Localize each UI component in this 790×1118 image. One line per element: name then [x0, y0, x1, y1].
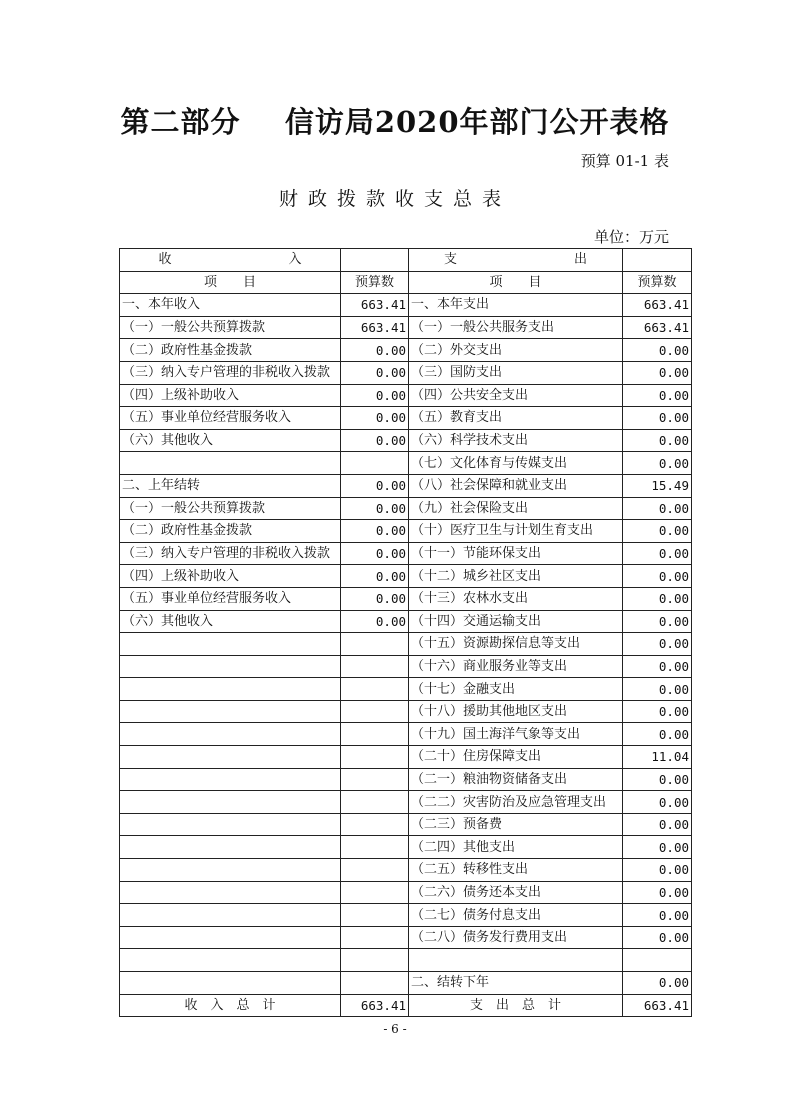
expense-item: （二三）预备费	[409, 813, 623, 836]
income-item: （三）纳入专户管理的非税收入拨款	[120, 361, 341, 384]
expense-value: 0.00	[623, 452, 692, 475]
table-row	[120, 294, 692, 317]
income-value: 0.00	[341, 520, 409, 543]
expense-value: 0.00	[623, 610, 692, 633]
table-row	[120, 384, 692, 407]
unit-label: 单位：万元	[593, 228, 669, 246]
table-row	[120, 655, 692, 678]
income-item	[120, 881, 341, 904]
table-row	[120, 520, 692, 543]
expense-value: 0.00	[623, 972, 692, 995]
income-value	[341, 881, 409, 904]
expense-value: 0.00	[623, 926, 692, 949]
expense-item	[409, 949, 623, 972]
income-value	[341, 633, 409, 656]
income-item: （五）事业单位经营服务收入	[120, 407, 341, 430]
expense-item: （二四）其他支出	[409, 836, 623, 859]
income-item	[120, 768, 341, 791]
income-value	[341, 452, 409, 475]
income-value	[341, 859, 409, 882]
income-item	[120, 452, 341, 475]
expense-value: 15.49	[623, 474, 692, 497]
income-item	[120, 926, 341, 949]
expense-item: 二、结转下年	[409, 972, 623, 995]
income-item: （二）政府性基金拨款	[120, 339, 341, 362]
expense-item: （二五）转移性支出	[409, 859, 623, 882]
income-value	[341, 949, 409, 972]
expense-item: （二二）灾害防治及应急管理支出	[409, 791, 623, 814]
income-item: （二）政府性基金拨款	[120, 520, 341, 543]
expense-value: 0.00	[623, 859, 692, 882]
income-item	[120, 813, 341, 836]
table-number: 预算 01-1 表	[580, 152, 669, 170]
expense-item: （九）社会保险支出	[409, 497, 623, 520]
income-item	[120, 904, 341, 927]
income-value: 0.00	[341, 610, 409, 633]
expense-item: （六）科学技术支出	[409, 429, 623, 452]
table-row	[120, 791, 692, 814]
income-value	[341, 836, 409, 859]
expense-value: 0.00	[623, 407, 692, 430]
expense-value: 0.00	[623, 361, 692, 384]
table-title: 财政拨款收支总表	[278, 188, 511, 210]
income-total-label: 收 入 总 计	[120, 994, 341, 1017]
income-value	[341, 723, 409, 746]
expense-value: 0.00	[623, 723, 692, 746]
expense-item: 一、本年支出	[409, 294, 623, 317]
expense-value: 11.04	[623, 746, 692, 769]
table-row	[120, 813, 692, 836]
income-value	[341, 655, 409, 678]
expense-value: 0.00	[623, 904, 692, 927]
expense-item: （三）国防支出	[409, 361, 623, 384]
expense-header: 支 出	[409, 249, 623, 272]
expense-item: （二十）住房保障支出	[409, 746, 623, 769]
income-item	[120, 746, 341, 769]
income-item: （四）上级补助收入	[120, 384, 341, 407]
table-row	[120, 904, 692, 927]
table-row	[120, 881, 692, 904]
income-item	[120, 791, 341, 814]
expense-value: 663.41	[623, 316, 692, 339]
expense-value: 663.41	[623, 294, 692, 317]
expense-value: 0.00	[623, 339, 692, 362]
table-row	[120, 587, 692, 610]
table-row	[120, 474, 692, 497]
expense-value: 0.00	[623, 836, 692, 859]
income-value	[341, 700, 409, 723]
income-value: 0.00	[341, 429, 409, 452]
income-value: 0.00	[341, 474, 409, 497]
expense-item: （十三）农林水支出	[409, 587, 623, 610]
income-item: （一）一般公共预算拨款	[120, 316, 341, 339]
income-value: 663.41	[341, 316, 409, 339]
table-row	[120, 407, 692, 430]
expense-item: （二七）债务付息支出	[409, 904, 623, 927]
income-item: （四）上级补助收入	[120, 565, 341, 588]
expense-total-label: 支 出 总 计	[409, 994, 623, 1017]
table-row	[120, 452, 692, 475]
table-row	[120, 859, 692, 882]
expense-value: 0.00	[623, 565, 692, 588]
table-row	[120, 633, 692, 656]
income-value: 0.00	[341, 361, 409, 384]
table-row	[120, 700, 692, 723]
table-row	[120, 926, 692, 949]
expense-item: （四）公共安全支出	[409, 384, 623, 407]
expense-budget-header: 预算数	[623, 271, 692, 294]
income-header: 收 入	[120, 249, 341, 272]
income-value	[341, 678, 409, 701]
expense-item-header: 项 目	[409, 271, 623, 294]
expense-value	[623, 949, 692, 972]
income-item	[120, 655, 341, 678]
expense-value: 0.00	[623, 881, 692, 904]
table-row	[120, 768, 692, 791]
expense-item: （二一）粮油物资储备支出	[409, 768, 623, 791]
income-budget-header: 预算数	[341, 271, 409, 294]
income-value	[341, 791, 409, 814]
income-value	[341, 746, 409, 769]
income-item	[120, 836, 341, 859]
expense-item: （十四）交通运输支出	[409, 610, 623, 633]
table-row	[120, 610, 692, 633]
expense-item: （十二）城乡社区支出	[409, 565, 623, 588]
income-header-blank	[341, 249, 409, 272]
table-row	[120, 542, 692, 565]
income-item	[120, 972, 341, 995]
expense-value: 0.00	[623, 429, 692, 452]
income-value: 0.00	[341, 587, 409, 610]
expense-item: （十九）国土海洋气象等支出	[409, 723, 623, 746]
income-item: （五）事业单位经营服务收入	[120, 587, 341, 610]
income-item: （一）一般公共预算拨款	[120, 497, 341, 520]
expense-item: （七）文化体育与传媒支出	[409, 452, 623, 475]
expense-value: 0.00	[623, 520, 692, 543]
table-row	[120, 972, 692, 995]
income-item: 二、上年结转	[120, 474, 341, 497]
expense-item: （十五）资源勘探信息等支出	[409, 633, 623, 656]
income-item-header: 项 目	[120, 271, 341, 294]
expense-item: （二）外交支出	[409, 339, 623, 362]
income-value: 0.00	[341, 384, 409, 407]
income-item	[120, 700, 341, 723]
expense-item: （五）教育支出	[409, 407, 623, 430]
total-row	[120, 994, 692, 1017]
income-item	[120, 678, 341, 701]
income-value: 663.41	[341, 294, 409, 317]
income-value	[341, 768, 409, 791]
table-row	[120, 949, 692, 972]
expense-value: 0.00	[623, 633, 692, 656]
expense-value: 0.00	[623, 655, 692, 678]
income-item: （六）其他收入	[120, 429, 341, 452]
expense-value: 0.00	[623, 497, 692, 520]
table-row	[120, 836, 692, 859]
expense-item: （二八）债务发行费用支出	[409, 926, 623, 949]
expense-item: （二六）债务还本支出	[409, 881, 623, 904]
income-value	[341, 813, 409, 836]
expense-item: （十六）商业服务业等支出	[409, 655, 623, 678]
income-value: 0.00	[341, 565, 409, 588]
expense-item: （十八）援助其他地区支出	[409, 700, 623, 723]
table-row	[120, 746, 692, 769]
page-title: 第二部分 信访局2020年部门公开表格	[120, 105, 670, 139]
income-item	[120, 949, 341, 972]
expense-item: （十七）金融支出	[409, 678, 623, 701]
expense-header-blank	[623, 249, 692, 272]
expense-value: 0.00	[623, 587, 692, 610]
table-row	[120, 497, 692, 520]
table-row	[120, 339, 692, 362]
expense-value: 0.00	[623, 813, 692, 836]
expense-item: （十）医疗卫生与计划生育支出	[409, 520, 623, 543]
budget-table	[119, 248, 692, 1017]
expense-value: 0.00	[623, 384, 692, 407]
income-value	[341, 904, 409, 927]
expense-value: 0.00	[623, 768, 692, 791]
header-row	[120, 249, 692, 272]
expense-item: （一）一般公共服务支出	[409, 316, 623, 339]
income-value	[341, 972, 409, 995]
income-value	[341, 926, 409, 949]
subheader-row	[120, 271, 692, 294]
expense-total-value: 663.41	[623, 994, 692, 1017]
income-item	[120, 633, 341, 656]
table-row	[120, 723, 692, 746]
income-value: 0.00	[341, 407, 409, 430]
expense-value: 0.00	[623, 791, 692, 814]
income-item	[120, 723, 341, 746]
expense-value: 0.00	[623, 700, 692, 723]
income-item	[120, 859, 341, 882]
expense-value: 0.00	[623, 678, 692, 701]
income-item: （三）纳入专户管理的非税收入拨款	[120, 542, 341, 565]
table-row	[120, 429, 692, 452]
income-value: 0.00	[341, 339, 409, 362]
income-total-value: 663.41	[341, 994, 409, 1017]
table-row	[120, 361, 692, 384]
expense-value: 0.00	[623, 542, 692, 565]
income-item: （六）其他收入	[120, 610, 341, 633]
income-value: 0.00	[341, 542, 409, 565]
expense-item: （十一）节能环保支出	[409, 542, 623, 565]
income-item: 一、本年收入	[120, 294, 341, 317]
table-row	[120, 678, 692, 701]
income-value: 0.00	[341, 497, 409, 520]
table-row	[120, 316, 692, 339]
expense-item: （八）社会保障和就业支出	[409, 474, 623, 497]
table-row	[120, 565, 692, 588]
page-number: - 6 -	[383, 1022, 407, 1036]
